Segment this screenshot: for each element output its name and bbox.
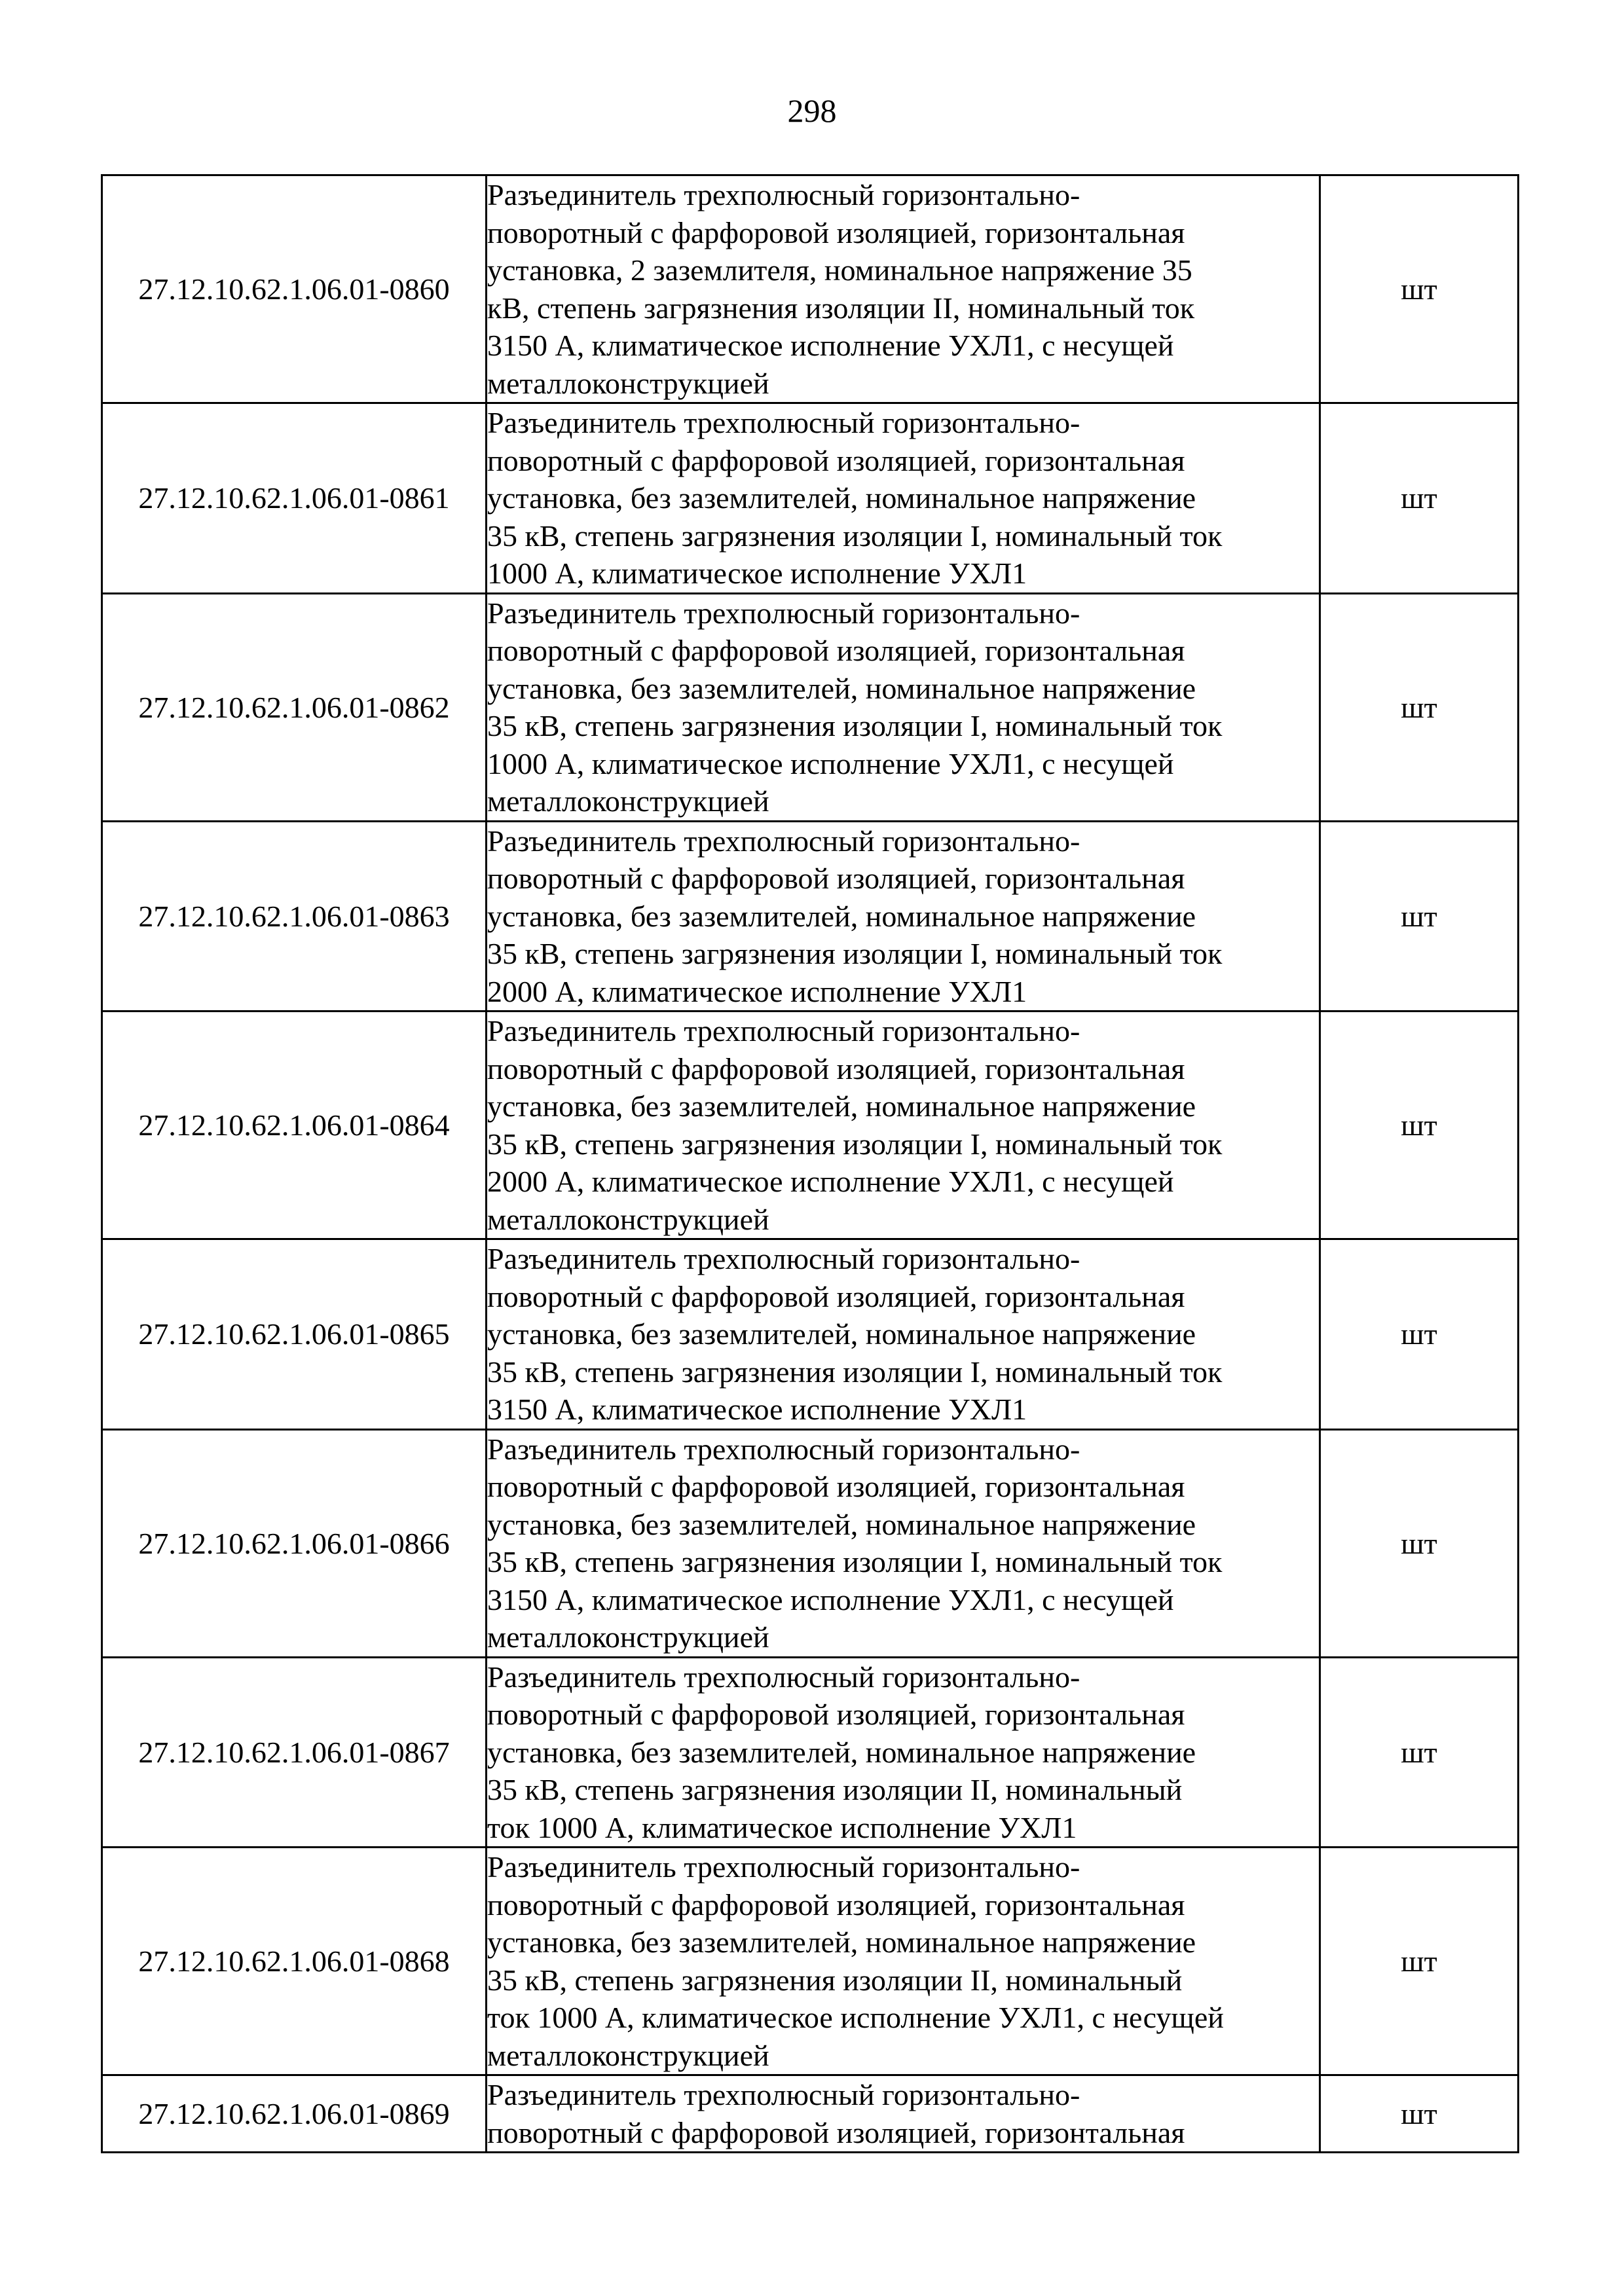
unit-of-measure: шт <box>1320 1848 1519 2075</box>
table-row <box>102 1657 1519 1848</box>
description-line: Разъединитель трехполюсный горизонтально- <box>487 406 1080 439</box>
description-line: поворотный с фарфоровой изоляцией, горизонтальная <box>487 1698 1185 1731</box>
resource-description <box>487 593 1320 821</box>
description-line: металлоконструкцией <box>487 1620 769 1654</box>
resource-description <box>487 175 1320 403</box>
description-line: 35 кВ, степень загрязнения изоляции II, номинальный <box>487 1963 1183 1997</box>
resource-code: 27.12.10.62.1.06.01-0864 <box>102 1011 487 1239</box>
description-line: установка, без заземлителей, номинальное напряжение <box>487 1089 1196 1123</box>
unit-of-measure: шт <box>1320 1239 1519 1430</box>
description-line: поворотный с фарфоровой изоляцией, горизонтальная <box>487 1051 1185 1085</box>
description-line: 1000 А, климатическое исполнение УХЛ1, с несущей <box>487 746 1174 780</box>
description-line: ток 1000 А, климатическое исполнение УХЛ1, с несущей <box>487 2001 1224 2034</box>
resource-description <box>487 1239 1320 1430</box>
table-row <box>102 821 1519 1011</box>
description-line: поворотный с фарфоровой изоляцией, горизонтальная <box>487 634 1185 667</box>
description-line: металлоконструкцией <box>487 2038 769 2072</box>
table-row <box>102 1239 1519 1430</box>
unit-of-measure: шт <box>1320 1429 1519 1657</box>
description-line: поворотный с фарфоровой изоляцией, горизонтальная <box>487 2115 1185 2149</box>
description-line: ток 1000 А, климатическое исполнение УХЛ1 <box>487 1810 1077 1844</box>
description-line: 35 кВ, степень загрязнения изоляции I, номинальный ток <box>487 1545 1223 1578</box>
resource-code: 27.12.10.62.1.06.01-0868 <box>102 1848 487 2075</box>
description-line: Разъединитель трехполюсный горизонтально- <box>487 1014 1080 1048</box>
resource-description <box>487 403 1320 594</box>
table-row <box>102 1429 1519 1657</box>
description-line: Разъединитель трехполюсный горизонтально- <box>487 2078 1080 2111</box>
description-line: установка, без заземлителей, номинальное напряжение <box>487 481 1196 515</box>
unit-of-measure: шт <box>1320 821 1519 1011</box>
description-line: поворотный с фарфоровой изоляцией, горизонтальная <box>487 1470 1185 1503</box>
unit-of-measure: шт <box>1320 1011 1519 1239</box>
description-line: поворотный с фарфоровой изоляцией, горизонтальная <box>487 1887 1185 1922</box>
resource-description <box>487 2075 1320 2153</box>
description-line: Разъединитель трехполюсный горизонтально- <box>487 1242 1080 1275</box>
table-row <box>102 593 1519 821</box>
table-row <box>102 403 1519 594</box>
description-line: установка, без заземлителей, номинальное напряжение <box>487 1735 1196 1769</box>
resource-code: 27.12.10.62.1.06.01-0860 <box>102 175 487 403</box>
description-line: 35 кВ, степень загрязнения изоляции I, номинальный ток <box>487 937 1223 970</box>
description-line: 1000 А, климатическое исполнение УХЛ1 <box>487 556 1027 590</box>
description-line: кВ, степень загрязнения изоляции II, номинальный ток <box>487 291 1195 325</box>
description-line: установка, без заземлителей, номинальное напряжение <box>487 1507 1196 1541</box>
description-line: Разъединитель трехполюсный горизонтально- <box>487 824 1080 858</box>
table-row <box>102 175 1519 403</box>
resource-description <box>487 1848 1320 2075</box>
resource-table <box>101 174 1519 2153</box>
description-line: Разъединитель трехполюсный горизонтально- <box>487 1660 1080 1694</box>
unit-of-measure: шт <box>1320 593 1519 821</box>
description-line: установка, без заземлителей, номинальное напряжение <box>487 671 1196 705</box>
description-line: установка, без заземлителей, номинальное напряжение <box>487 1925 1196 1959</box>
resource-description <box>487 1657 1320 1848</box>
resource-code: 27.12.10.62.1.06.01-0866 <box>102 1429 487 1657</box>
description-line: установка, без заземлителей, номинальное напряжение <box>487 899 1196 933</box>
description-line: 35 кВ, степень загрязнения изоляции II, номинальный <box>487 1773 1183 1806</box>
unit-of-measure: шт <box>1320 175 1519 403</box>
unit-of-measure: шт <box>1320 1657 1519 1848</box>
description-line: 2000 А, климатическое исполнение УХЛ1, с несущей <box>487 1165 1174 1198</box>
description-line: 3150 А, климатическое исполнение УХЛ1, с несущей <box>487 329 1174 362</box>
description-line: 3150 А, климатическое исполнение УХЛ1 <box>487 1393 1027 1426</box>
table-row <box>102 1011 1519 1239</box>
description-line: металлоконструкцией <box>487 1202 769 1236</box>
resource-code: 27.12.10.62.1.06.01-0865 <box>102 1239 487 1430</box>
description-line: 35 кВ, степень загрязнения изоляции I, номинальный ток <box>487 1127 1223 1161</box>
resource-code: 27.12.10.62.1.06.01-0862 <box>102 593 487 821</box>
resource-description <box>487 1011 1320 1239</box>
page-number: 298 <box>787 92 837 129</box>
resource-code: 27.12.10.62.1.06.01-0867 <box>102 1657 487 1848</box>
description-line: установка, без заземлителей, номинальное напряжение <box>487 1317 1196 1351</box>
table-body <box>102 175 1519 2153</box>
resource-code: 27.12.10.62.1.06.01-0861 <box>102 403 487 594</box>
resource-description <box>487 1429 1320 1657</box>
description-line: 35 кВ, степень загрязнения изоляции I, номинальный ток <box>487 519 1223 553</box>
description-line: поворотный с фарфоровой изоляцией, горизонтальная <box>487 215 1185 249</box>
description-line: 2000 А, климатическое исполнение УХЛ1 <box>487 974 1027 1008</box>
description-line: Разъединитель трехполюсный горизонтально- <box>487 178 1080 211</box>
description-line: поворотный с фарфоровой изоляцией, горизонтальная <box>487 1279 1185 1313</box>
description-line: поворотный с фарфоровой изоляцией, горизонтальная <box>487 862 1185 895</box>
resource-code: 27.12.10.62.1.06.01-0863 <box>102 821 487 1011</box>
description-line: 3150 А, климатическое исполнение УХЛ1, с несущей <box>487 1582 1174 1616</box>
description-line: 35 кВ, степень загрязнения изоляции I, номинальный ток <box>487 709 1223 742</box>
description-line: поворотный с фарфоровой изоляцией, горизонтальная <box>487 443 1185 477</box>
description-line: металлоконструкцией <box>487 366 769 400</box>
description-line: 35 кВ, степень загрязнения изоляции I, номинальный ток <box>487 1355 1223 1389</box>
resource-code: 27.12.10.62.1.06.01-0869 <box>102 2075 487 2153</box>
description-line: Разъединитель трехполюсный горизонтально- <box>487 1850 1080 1884</box>
unit-of-measure: шт <box>1320 403 1519 594</box>
description-line: установка, 2 заземлителя, номинальное напряжение 35 <box>487 253 1192 287</box>
unit-of-measure: шт <box>1320 2075 1519 2153</box>
table-row <box>102 2075 1519 2153</box>
description-line: металлоконструкцией <box>487 784 769 818</box>
description-line: Разъединитель трехполюсный горизонтально- <box>487 1432 1080 1466</box>
table-row <box>102 1848 1519 2075</box>
resource-description <box>487 821 1320 1011</box>
description-line: Разъединитель трехполюсный горизонтально- <box>487 596 1080 630</box>
